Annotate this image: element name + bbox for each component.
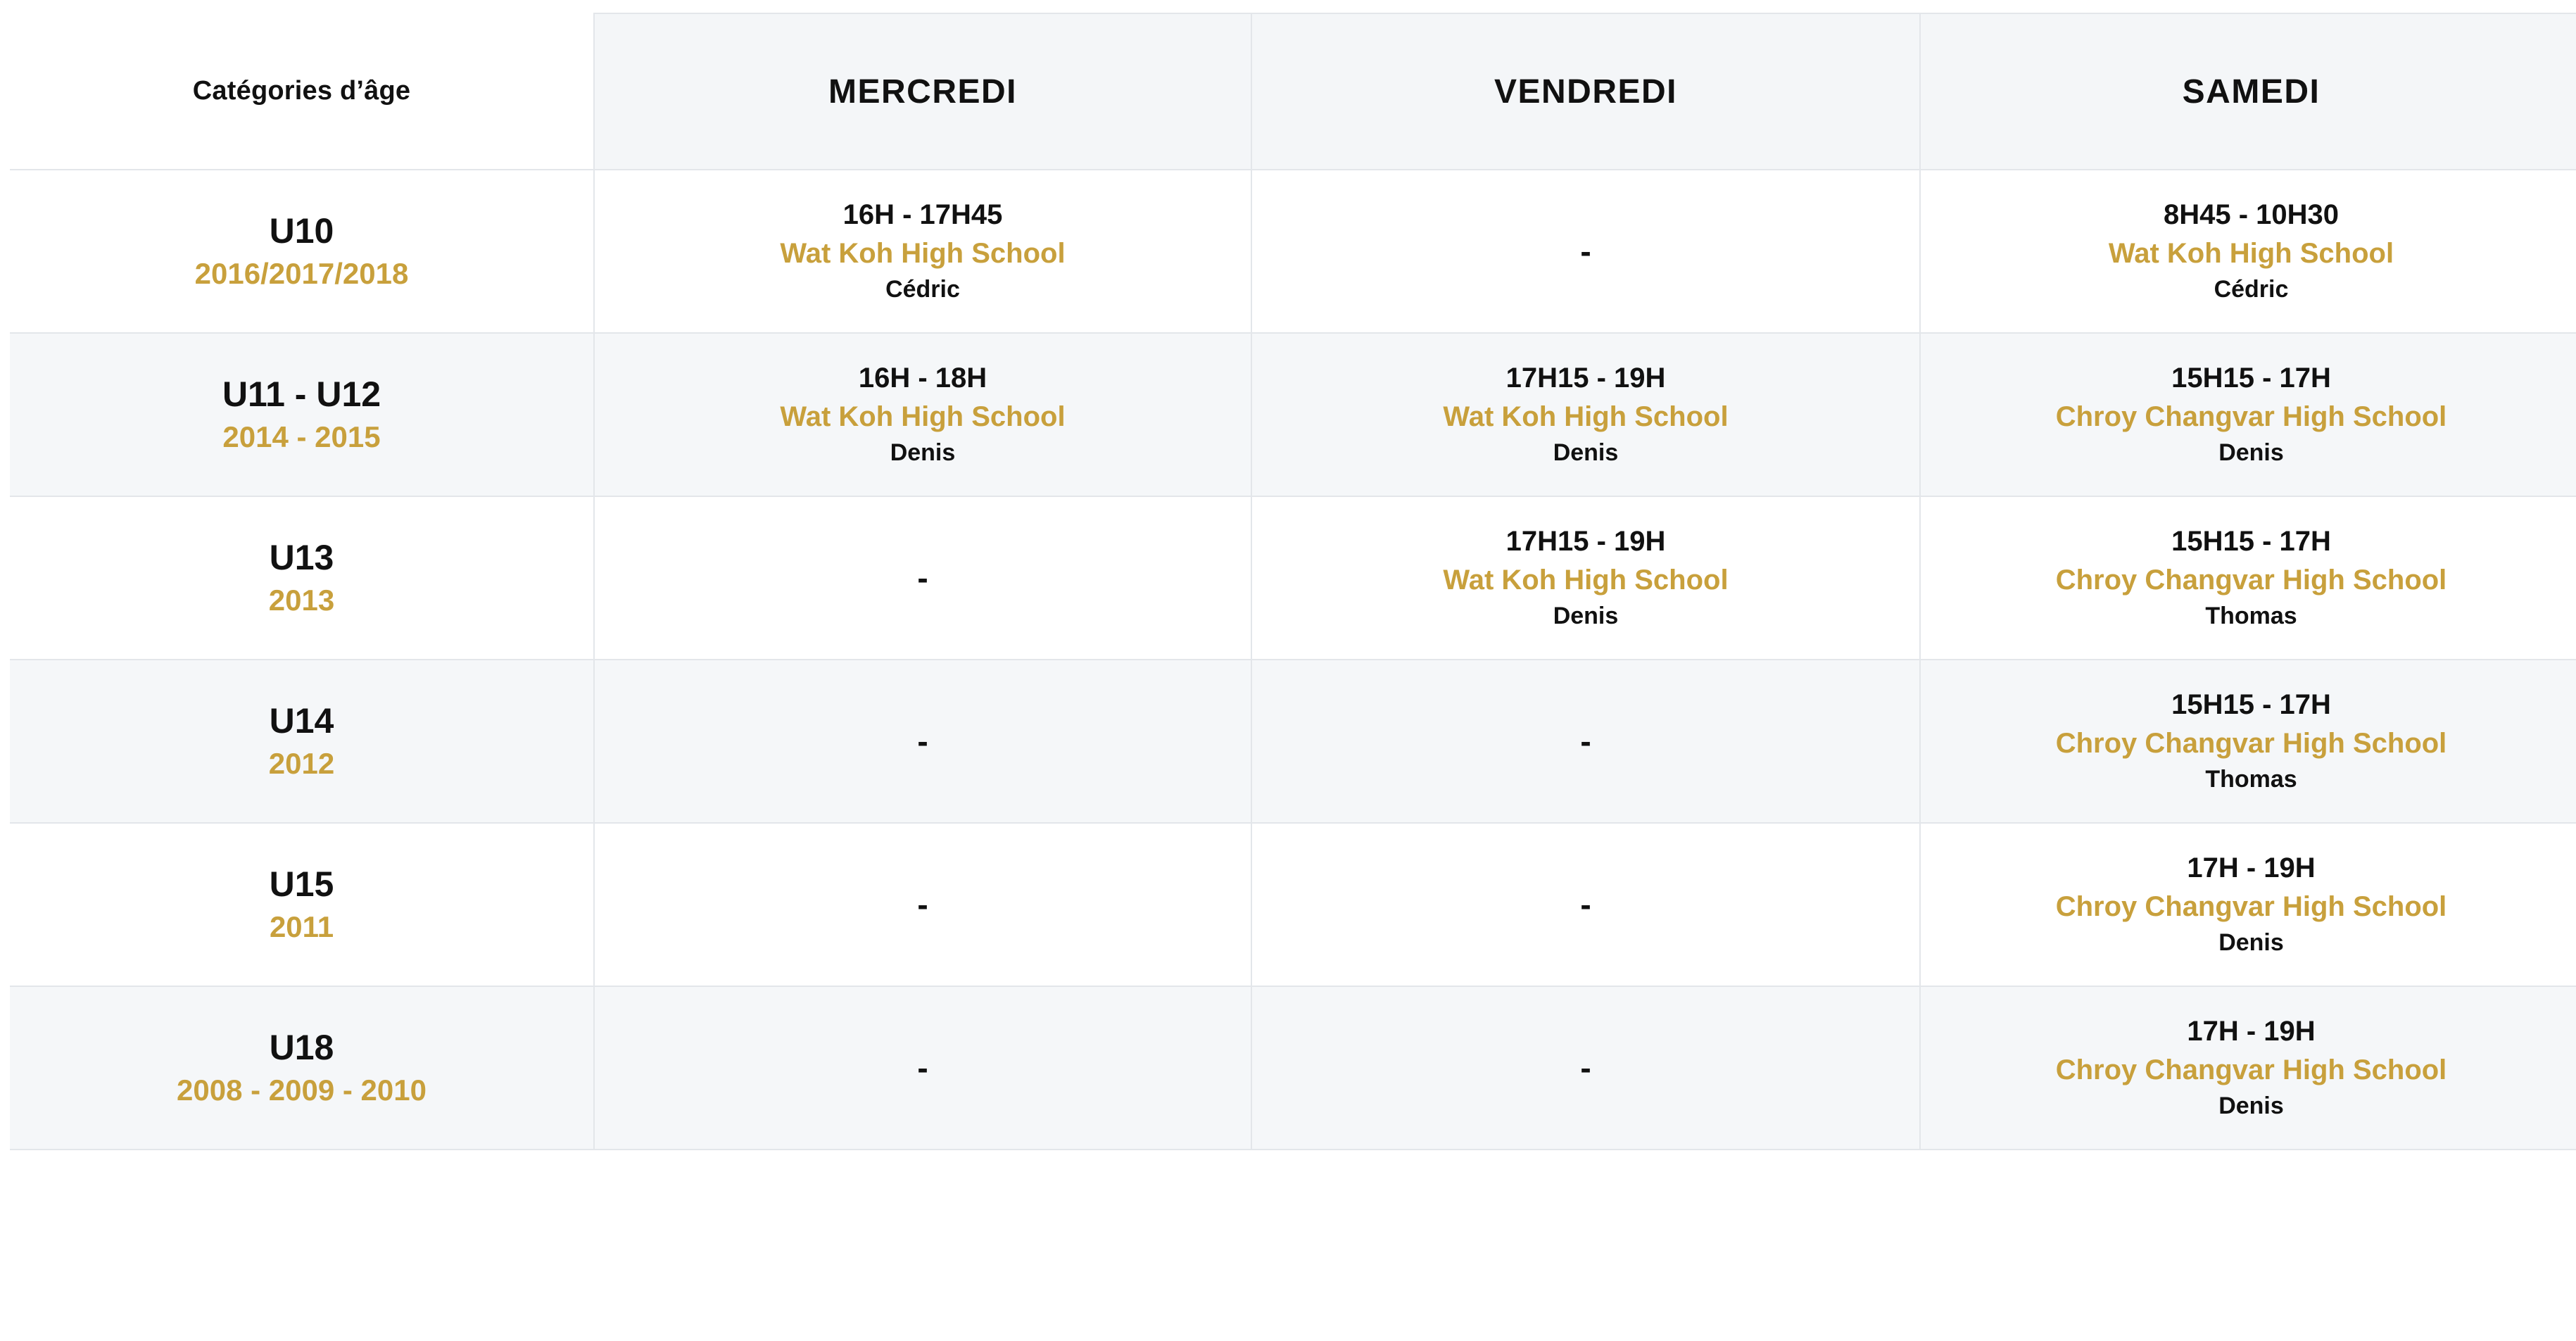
session-slot xyxy=(595,361,1251,467)
session-slot xyxy=(1252,361,1919,467)
session-empty: - xyxy=(1580,886,1591,923)
session-coach: Denis xyxy=(890,439,956,467)
session-venue: Chroy Changvar High School xyxy=(2055,1054,2447,1086)
session-time: 15H15 - 17H xyxy=(2171,363,2331,394)
session-venue: Wat Koh High School xyxy=(780,401,1066,433)
age-category-cell xyxy=(10,170,594,333)
session-time: 17H - 19H xyxy=(2187,852,2316,884)
age-years: 2008 - 2009 - 2010 xyxy=(177,1074,427,1107)
session-slot xyxy=(1921,361,2576,467)
session-cell xyxy=(1251,823,1920,986)
session-slot xyxy=(1921,1014,2576,1121)
age-code: U10 xyxy=(269,211,334,251)
table-row xyxy=(10,823,2576,986)
session-cell xyxy=(1920,986,2576,1150)
session-venue: Wat Koh High School xyxy=(780,238,1066,270)
session-slot xyxy=(1921,688,2576,794)
session-coach: Cédric xyxy=(2214,276,2289,303)
training-schedule-table xyxy=(10,13,2576,1150)
session-empty: - xyxy=(1580,723,1591,760)
age-category-cell xyxy=(10,986,594,1150)
session-slot xyxy=(1921,524,2576,631)
session-cell xyxy=(1920,333,2576,496)
session-time: 17H15 - 19H xyxy=(1505,363,1666,394)
session-cell xyxy=(594,333,1251,496)
session-venue: Wat Koh High School xyxy=(1443,565,1729,596)
age-years: 2016/2017/2018 xyxy=(194,257,409,291)
session-cell xyxy=(594,823,1251,986)
column-header-friday: VENDREDI xyxy=(1251,13,1920,170)
session-slot xyxy=(1252,524,1919,631)
session-cell xyxy=(1920,823,2576,986)
age-category-cell xyxy=(10,496,594,660)
table-header xyxy=(10,13,2576,170)
session-time: 16H - 17H45 xyxy=(842,199,1003,231)
table-row xyxy=(10,986,2576,1150)
session-coach: Cédric xyxy=(885,276,960,303)
column-header-wednesday: MERCREDI xyxy=(594,13,1251,170)
session-slot xyxy=(595,198,1251,304)
session-time: 17H - 19H xyxy=(2187,1016,2316,1047)
session-time: 8H45 - 10H30 xyxy=(2163,199,2340,231)
session-empty: - xyxy=(917,560,928,596)
session-venue: Chroy Changvar High School xyxy=(2055,565,2447,596)
age-code: U13 xyxy=(269,538,334,578)
table-row xyxy=(10,333,2576,496)
table-body xyxy=(10,170,2576,1150)
session-slot xyxy=(1921,198,2576,304)
session-cell xyxy=(594,986,1251,1150)
session-cell xyxy=(1920,660,2576,823)
column-header-saturday: SAMEDI xyxy=(1920,13,2576,170)
session-coach: Thomas xyxy=(2205,603,2297,630)
table-row xyxy=(10,170,2576,333)
session-cell xyxy=(1920,496,2576,660)
table-row xyxy=(10,660,2576,823)
session-coach: Denis xyxy=(1553,603,1619,630)
age-code: U15 xyxy=(269,864,334,905)
age-code: U14 xyxy=(269,701,334,741)
age-years: 2014 - 2015 xyxy=(222,420,381,454)
session-empty: - xyxy=(917,1050,928,1086)
session-cell xyxy=(594,170,1251,333)
session-time: 17H15 - 19H xyxy=(1505,526,1666,558)
session-venue: Wat Koh High School xyxy=(1443,401,1729,433)
age-code: U18 xyxy=(269,1028,334,1068)
session-empty: - xyxy=(917,723,928,760)
age-category-cell xyxy=(10,823,594,986)
session-cell xyxy=(1251,333,1920,496)
column-header-age: Catégories d’âge xyxy=(10,13,594,170)
session-cell xyxy=(1251,986,1920,1150)
age-category-cell xyxy=(10,333,594,496)
age-years: 2012 xyxy=(268,747,335,781)
session-cell xyxy=(1251,170,1920,333)
session-cell xyxy=(1920,170,2576,333)
session-coach: Thomas xyxy=(2205,766,2297,793)
session-venue: Chroy Changvar High School xyxy=(2055,401,2447,433)
session-cell xyxy=(594,496,1251,660)
session-venue: Chroy Changvar High School xyxy=(2055,891,2447,923)
session-time: 16H - 18H xyxy=(858,363,987,394)
age-years: 2013 xyxy=(268,584,335,617)
session-cell xyxy=(594,660,1251,823)
session-coach: Denis xyxy=(2218,1093,2284,1120)
session-slot xyxy=(1921,851,2576,957)
header-row xyxy=(10,13,2576,170)
age-category-cell xyxy=(10,660,594,823)
session-time: 15H15 - 17H xyxy=(2171,526,2331,558)
session-empty: - xyxy=(1580,1050,1591,1086)
session-empty: - xyxy=(917,886,928,923)
age-code: U11 - U12 xyxy=(222,374,381,415)
session-coach: Denis xyxy=(2218,929,2284,957)
table-row xyxy=(10,496,2576,660)
session-cell xyxy=(1251,496,1920,660)
session-cell xyxy=(1251,660,1920,823)
session-coach: Denis xyxy=(1553,439,1619,467)
session-venue: Wat Koh High School xyxy=(2108,238,2394,270)
session-venue: Chroy Changvar High School xyxy=(2055,728,2447,760)
session-empty: - xyxy=(1580,233,1591,270)
session-time: 15H15 - 17H xyxy=(2171,689,2331,721)
age-years: 2011 xyxy=(269,910,334,944)
session-coach: Denis xyxy=(2218,439,2284,467)
